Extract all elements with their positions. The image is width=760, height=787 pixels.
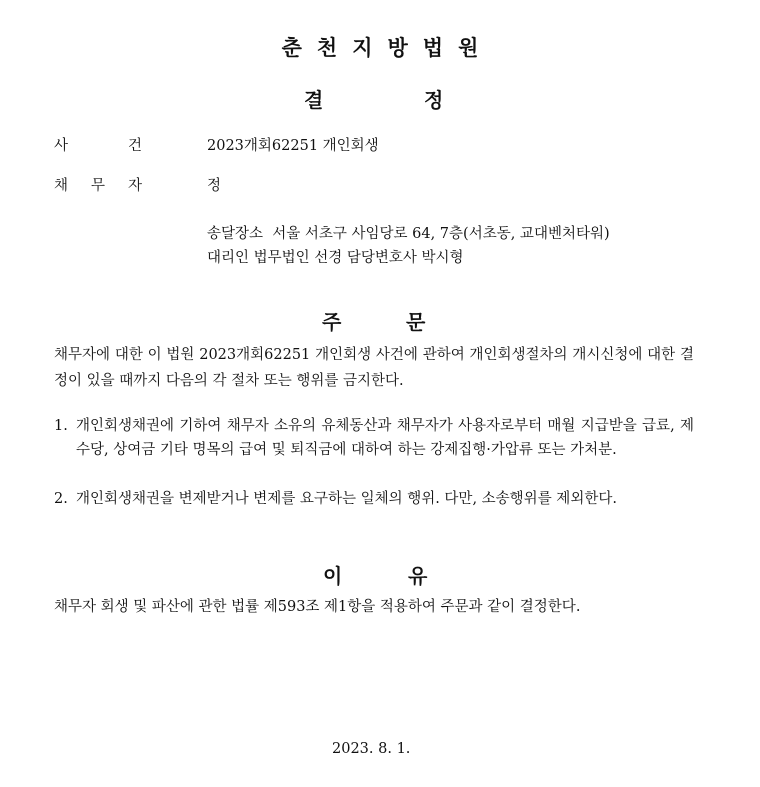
order-item-text: 개인회생채권을 변제받거나 변제를 요구하는 일체의 행위. 다만, 소송행위를 제외한다. — [76, 491, 617, 507]
order-item-number: 1. — [54, 418, 68, 434]
document-title-part-2: 정 — [424, 88, 444, 112]
representative: 대리인 법무법인 선경 담당변호사 박시형 — [207, 250, 464, 266]
order-heading-part-1: 주 — [322, 310, 342, 334]
order-item-number: 2. — [54, 491, 68, 507]
decision-date: 2023. 8. 1. — [332, 741, 411, 757]
case-label — [54, 134, 142, 158]
order-item-1 — [54, 414, 694, 462]
debtor-label-char: 채 — [54, 178, 69, 194]
debtor-name: 정 — [207, 178, 222, 194]
case-label-char: 사 — [54, 138, 69, 154]
order-item-2 — [54, 487, 694, 511]
reason-text: 채무자 회생 및 파산에 관한 법률 제593조 제1항을 적용하여 주문과 같이 결정한다. — [54, 599, 581, 615]
order-intro: 채무자에 대한 이 법원 2023개회62251 개인회생 사건에 관하여 개인회생절차의 개시신청에 대한 결정이 있을 때까지 다음의 각 절차 또는 행위를 금지한다. — [54, 347, 694, 389]
case-label-char: 건 — [127, 138, 142, 154]
reason-heading-part-2: 유 — [408, 564, 428, 588]
order-heading-part-2: 문 — [406, 310, 426, 334]
debtor-label-char: 무 — [90, 178, 105, 194]
delivery-address: 송달장소 서울 서초구 사임당로 64, 7층(서초동, 교대벤처타워) — [207, 226, 610, 242]
debtor-label — [54, 174, 142, 198]
debtor-label-char: 자 — [127, 178, 142, 194]
document-title-part-1: 결 — [304, 88, 324, 112]
court-name: 춘천지방법원 — [281, 36, 494, 60]
order-item-text: 개인회생채권에 기하여 채무자 소유의 유체동산과 채무자가 사용자로부터 매월 지급받을 급료, 제수당, 상여금 기타 명목의 급여 및 퇴직금에 대하여 하는 강제집행·가압류 또는 가처분. — [76, 418, 694, 458]
reason-heading-part-1: 이 — [323, 564, 343, 588]
case-number: 2023개회62251 개인회생 — [207, 138, 379, 154]
